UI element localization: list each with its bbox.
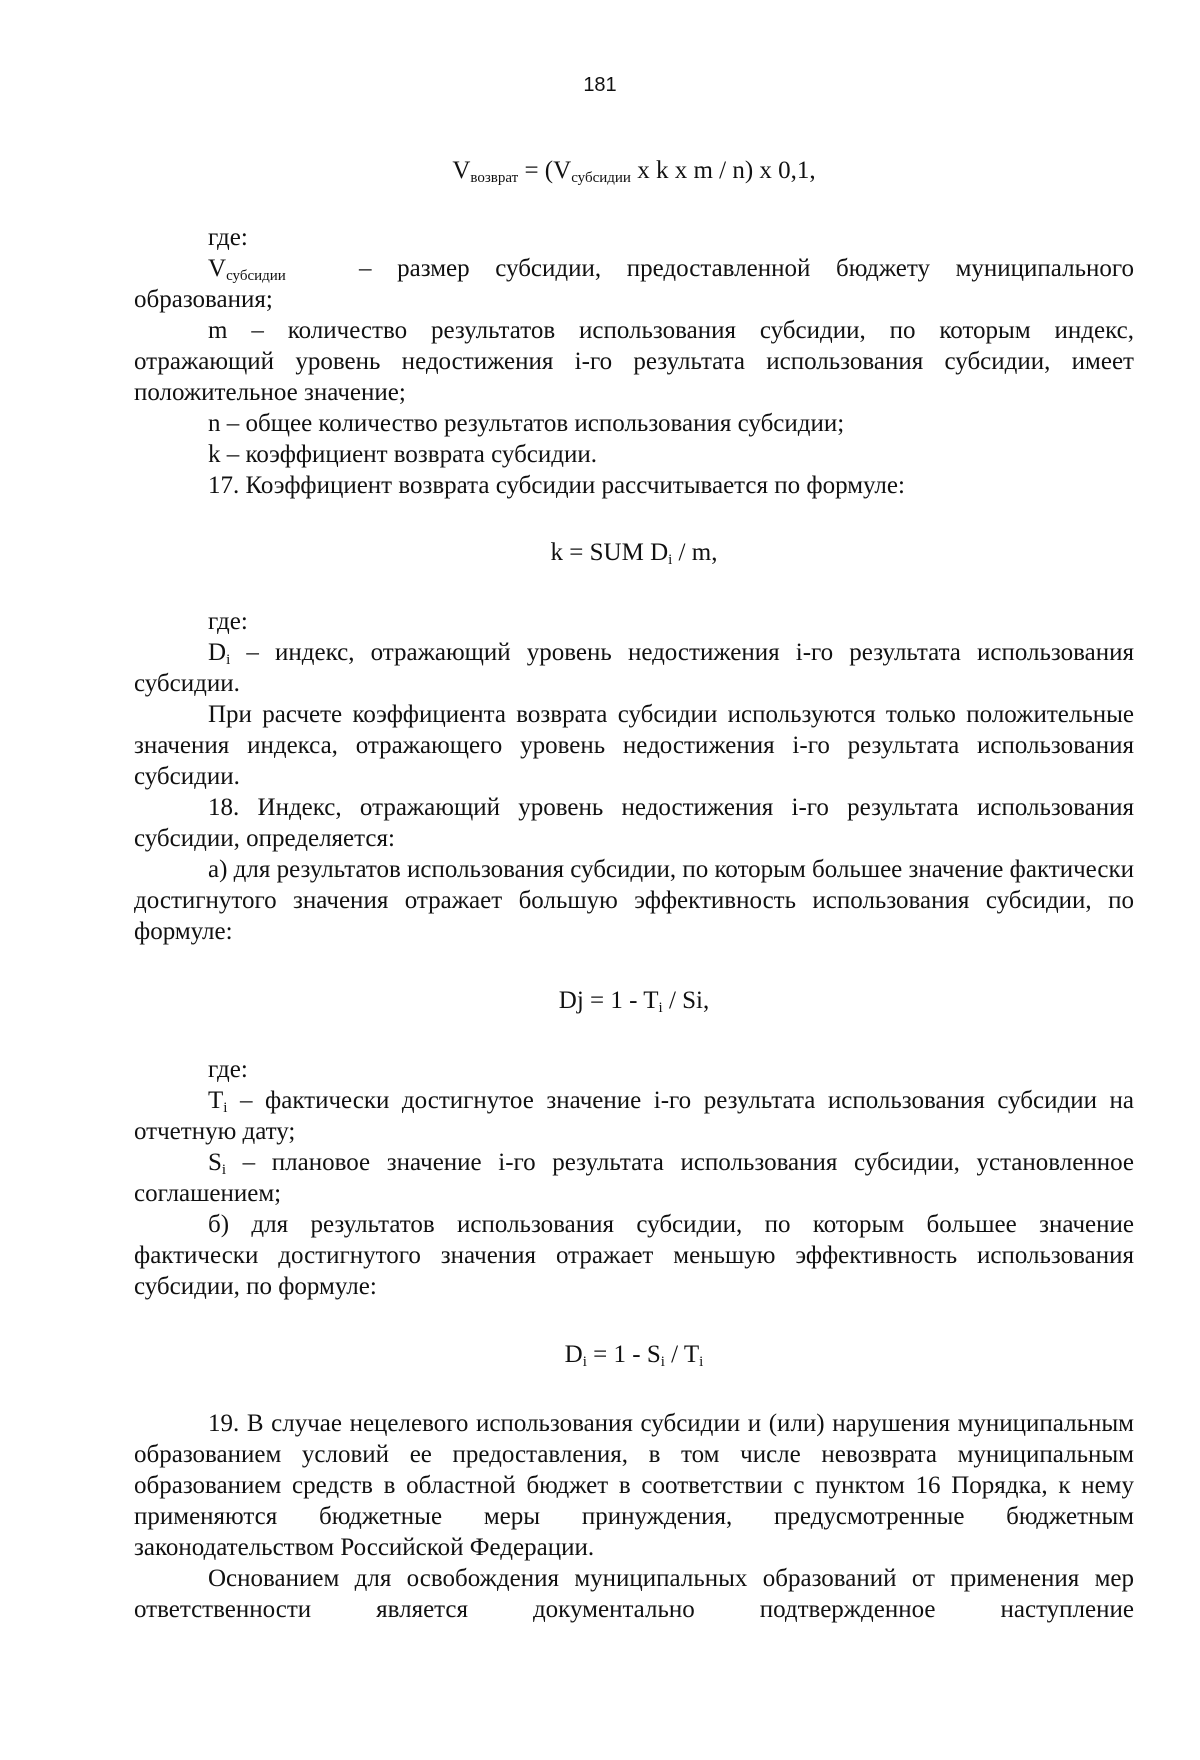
paragraph-18a: а) для результатов использования субсидии, по которым большее значение фактически достигнутого значения отражает большую эффективность использования субсидии, по формуле:	[134, 856, 1134, 945]
where-label: где:	[208, 224, 248, 251]
formula-v-return: $V_{возврат} = (V_{субсидии}$ x k x m / n) x 0,1,	[452, 157, 816, 186]
definition-s: $S_i$ – плановое значение i-го результата использования субсидии, установленное соглашением;	[134, 1149, 1134, 1207]
definition-m: m – количество результатов использования субсидии, по которым индекс, отражающий уровень недостижения i-го результата использования субсидии, имеет положительное значение;	[134, 317, 1134, 406]
paragraph-17: 17. Коэффициент возврата субсидии рассчитывается по формуле:	[208, 472, 905, 499]
paragraph-18b: б) для результатов использования субсидии, по которым большее значение фактически достигнутого значения отражает меньшую эффективность использования субсидии, по формуле:	[134, 1211, 1134, 1300]
paragraph-calculation: При расчете коэффициента возврата субсидии используются только положительные значения индекса, отражающего уровень недостижения i-го результата использования субсидии.	[134, 701, 1134, 790]
paragraph-19: 19. В случае нецелевого использования субсидии и (или) нарушения муниципальным образованием условий ее предоставления, в том числе невозврата муниципальным образованием средств в областной бюджет в соответствии с пунктом 16 Порядка, к нему применяются бюджетные меры принуждения, предусмотренные бюджетным законодательством Российской Федерации.	[134, 1410, 1134, 1561]
where-label: где:	[208, 608, 248, 635]
formula-k: k = SUM $D_i$ / m,	[550, 539, 718, 568]
definition-n: n – общее количество результатов использования субсидии;	[208, 410, 845, 437]
definition-v-subsidy: $V_{субсидии}$ – размер субсидии, предоставленной бюджету муниципального	[208, 255, 1134, 284]
definition-v-subsidy-cont: образования;	[134, 286, 273, 313]
paragraph-basis: Основанием для освобождения муниципальных образований от применения мер ответственности является документально подтвержденное наступление	[134, 1565, 1134, 1623]
where-label: где:	[208, 1056, 248, 1083]
document-body	[134, 155, 1134, 1625]
definition-t: $T_i$ – фактически достигнутое значение i-го результата использования субсидии на отчетную дату;	[134, 1087, 1134, 1145]
definition-d: $D_i$ – индекс, отражающий уровень недостижения i-го результата использования субсидии.	[134, 639, 1134, 697]
formula-di: $D_i = 1 - S_i / T_i$	[564, 1341, 704, 1370]
page-number: 181	[583, 74, 617, 96]
paragraph-18: 18. Индекс, отражающий уровень недостижения i-го результата использования субсидии, определяется:	[134, 794, 1134, 852]
definition-k: k – коэффициент возврата субсидии.	[208, 441, 598, 468]
formula-dj: $Dj = 1 - T_i / Si$,	[558, 987, 710, 1016]
